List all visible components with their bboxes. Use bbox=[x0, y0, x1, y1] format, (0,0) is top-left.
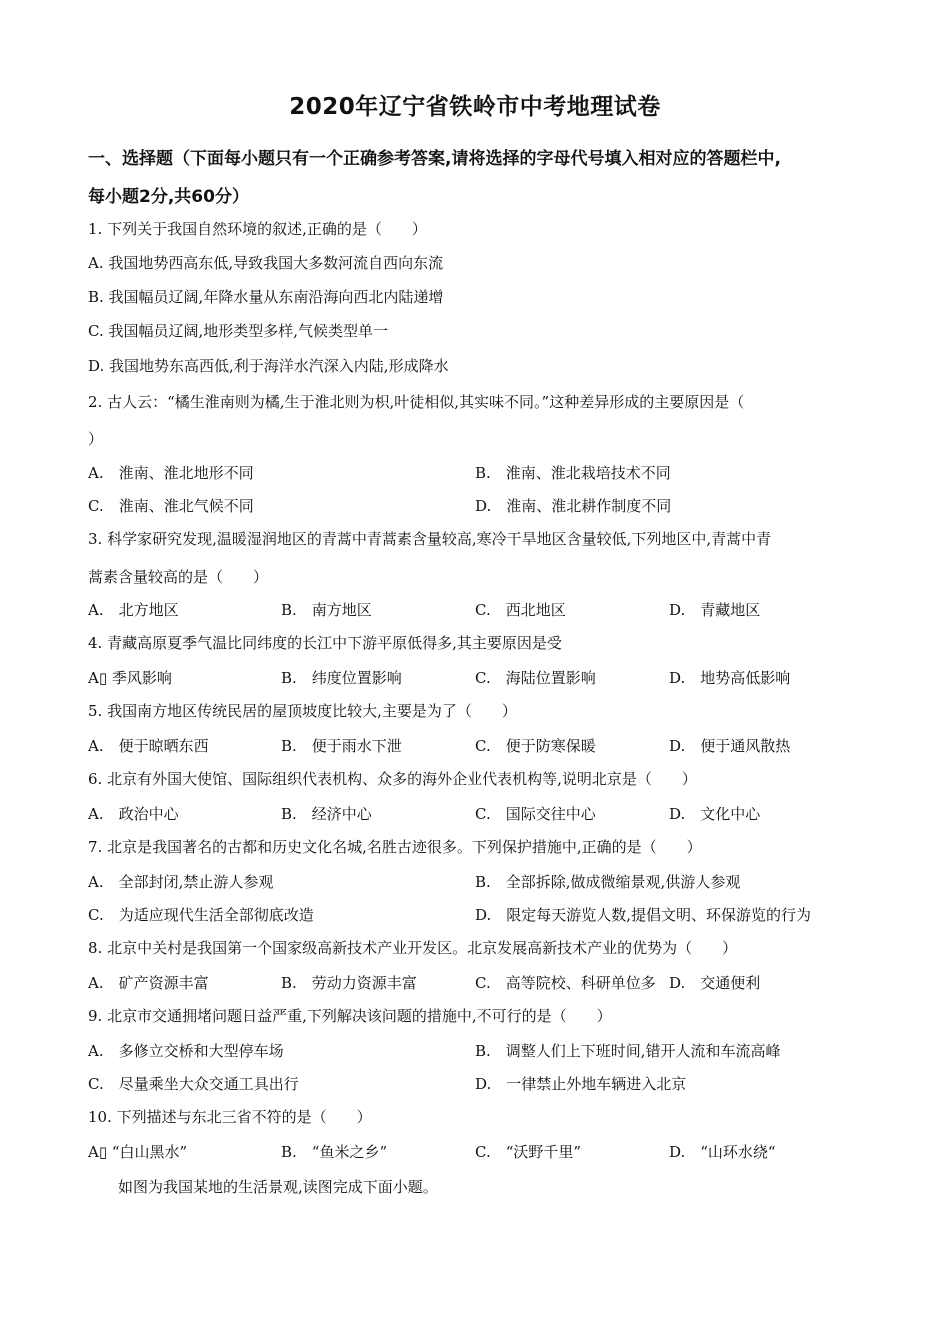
question-stem: 3. 科学家研究发现,温暖湿润地区的青蒿中青蒿素含量较高,寒冷干旱地区含量较低,下列地区中,青蒿中青 bbox=[88, 530, 772, 548]
question-stem: 4. 青藏高原夏季气温比同纬度的长江中下游平原低得多,其主要原因是受 bbox=[88, 634, 562, 652]
option: D. 青藏地区 bbox=[669, 601, 761, 619]
option: C. 国际交往中心 bbox=[475, 805, 596, 823]
option: D. 一律禁止外地车辆进入北京 bbox=[475, 1075, 687, 1093]
section-heading bbox=[88, 140, 878, 216]
option: A. 北方地区 bbox=[88, 601, 179, 619]
question-stem-continued: 蒿素含量较高的是（ ） bbox=[88, 568, 269, 586]
question-stem-continued: ） bbox=[88, 430, 104, 448]
page-title: 2020年辽宁省铁岭市中考地理试卷 bbox=[289, 94, 661, 120]
option: D. 淮南、淮北耕作制度不同 bbox=[475, 497, 672, 515]
option: C. 尽量乘坐大众交通工具出行 bbox=[88, 1075, 299, 1093]
option: B. 经济中心 bbox=[281, 805, 372, 823]
option: B. 南方地区 bbox=[281, 601, 372, 619]
section-heading-line1: 一、选择题（下面每小题只有一个正确参考答案,请将选择的字母代号填入相对应的答题栏中, bbox=[88, 149, 781, 169]
option: C. 西北地区 bbox=[475, 601, 566, 619]
option: D. 我国地势东高西低,利于海洋水汽深入内陆,形成降水 bbox=[88, 357, 449, 375]
option: B. “鱼米之乡” bbox=[281, 1143, 388, 1161]
question-stem: 8. 北京中关村是我国第一个国家级高新技术产业开发区。北京发展高新技术产业的优势为（ ） bbox=[88, 939, 738, 957]
option: B. 纬度位置影响 bbox=[281, 669, 402, 687]
option: B. 我国幅员辽阔,年降水量从东南沿海向西北内陆递增 bbox=[88, 288, 444, 306]
option: A▯ 季风影响 bbox=[88, 669, 172, 687]
question-stem: 2. 古人云：“橘生淮南则为橘,生于淮北则为枳,叶徒相似,其实味不同。”这种差异形成的主要原因是（ bbox=[88, 393, 745, 411]
question-stem: 5. 我国南方地区传统民居的屋顶坡度比较大,主要是为了（ ） bbox=[88, 702, 517, 720]
option: C. 淮南、淮北气候不同 bbox=[88, 497, 254, 515]
option: B. 淮南、淮北栽培技术不同 bbox=[475, 464, 671, 482]
option: A. 矿产资源丰富 bbox=[88, 974, 209, 992]
option: D. 限定每天游览人数,提倡文明、环保游览的行为 bbox=[475, 906, 812, 924]
option: A. 多修立交桥和大型停车场 bbox=[88, 1042, 284, 1060]
option: D. 地势高低影响 bbox=[669, 669, 791, 687]
option: B. 调整人们上下班时间,错开人流和车流高峰 bbox=[475, 1042, 781, 1060]
option: C. 我国幅员辽阔,地形类型多样,气候类型单一 bbox=[88, 322, 389, 340]
question-stem: 1. 下列关于我国自然环境的叙述,正确的是（ ） bbox=[88, 220, 427, 238]
option: B. 劳动力资源丰富 bbox=[281, 974, 417, 992]
question-stem: 9. 北京市交通拥堵问题日益严重,下列解决该问题的措施中,不可行的是（ ） bbox=[88, 1007, 612, 1025]
option: D. 交通便利 bbox=[669, 974, 761, 992]
option: C. 高等院校、科研单位多 bbox=[475, 974, 656, 992]
option: D. 便于通风散热 bbox=[669, 737, 791, 755]
question-stem: 10. 下列描述与东北三省不符的是（ ） bbox=[88, 1108, 372, 1126]
option: B. 便于雨水下泄 bbox=[281, 737, 402, 755]
option: A. 政治中心 bbox=[88, 805, 179, 823]
option: A. 我国地势西高东低,导致我国大多数河流自西向东流 bbox=[88, 254, 444, 272]
option: C. 便于防寒保暖 bbox=[475, 737, 596, 755]
option: C. 海陆位置影响 bbox=[475, 669, 596, 687]
figure-caption: 如图为我国某地的生活景观,读图完成下面小题。 bbox=[118, 1178, 438, 1196]
section-heading-line2: 每小题2分,共60分） bbox=[88, 187, 249, 207]
option: A▯ “白山黑水” bbox=[88, 1143, 188, 1161]
option: B. 全部拆除,做成微缩景观,供游人参观 bbox=[475, 873, 741, 891]
option: A. 淮南、淮北地形不同 bbox=[88, 464, 254, 482]
question-stem: 7. 北京是我国著名的古都和历史文化名城,名胜古迹很多。下列保护措施中,正确的是（ ） bbox=[88, 838, 702, 856]
option: A. 全部封闭,禁止游人参观 bbox=[88, 873, 274, 891]
option: A. 便于晾晒东西 bbox=[88, 737, 209, 755]
option: C. 为适应现代生活全部彻底改造 bbox=[88, 906, 314, 924]
option: C. “沃野千里” bbox=[475, 1143, 582, 1161]
option: D. “山环水绕“ bbox=[669, 1143, 776, 1161]
question-stem: 6. 北京有外国大使馆、国际组织代表机构、众多的海外企业代表机构等,说明北京是（ ） bbox=[88, 770, 697, 788]
option: D. 文化中心 bbox=[669, 805, 761, 823]
